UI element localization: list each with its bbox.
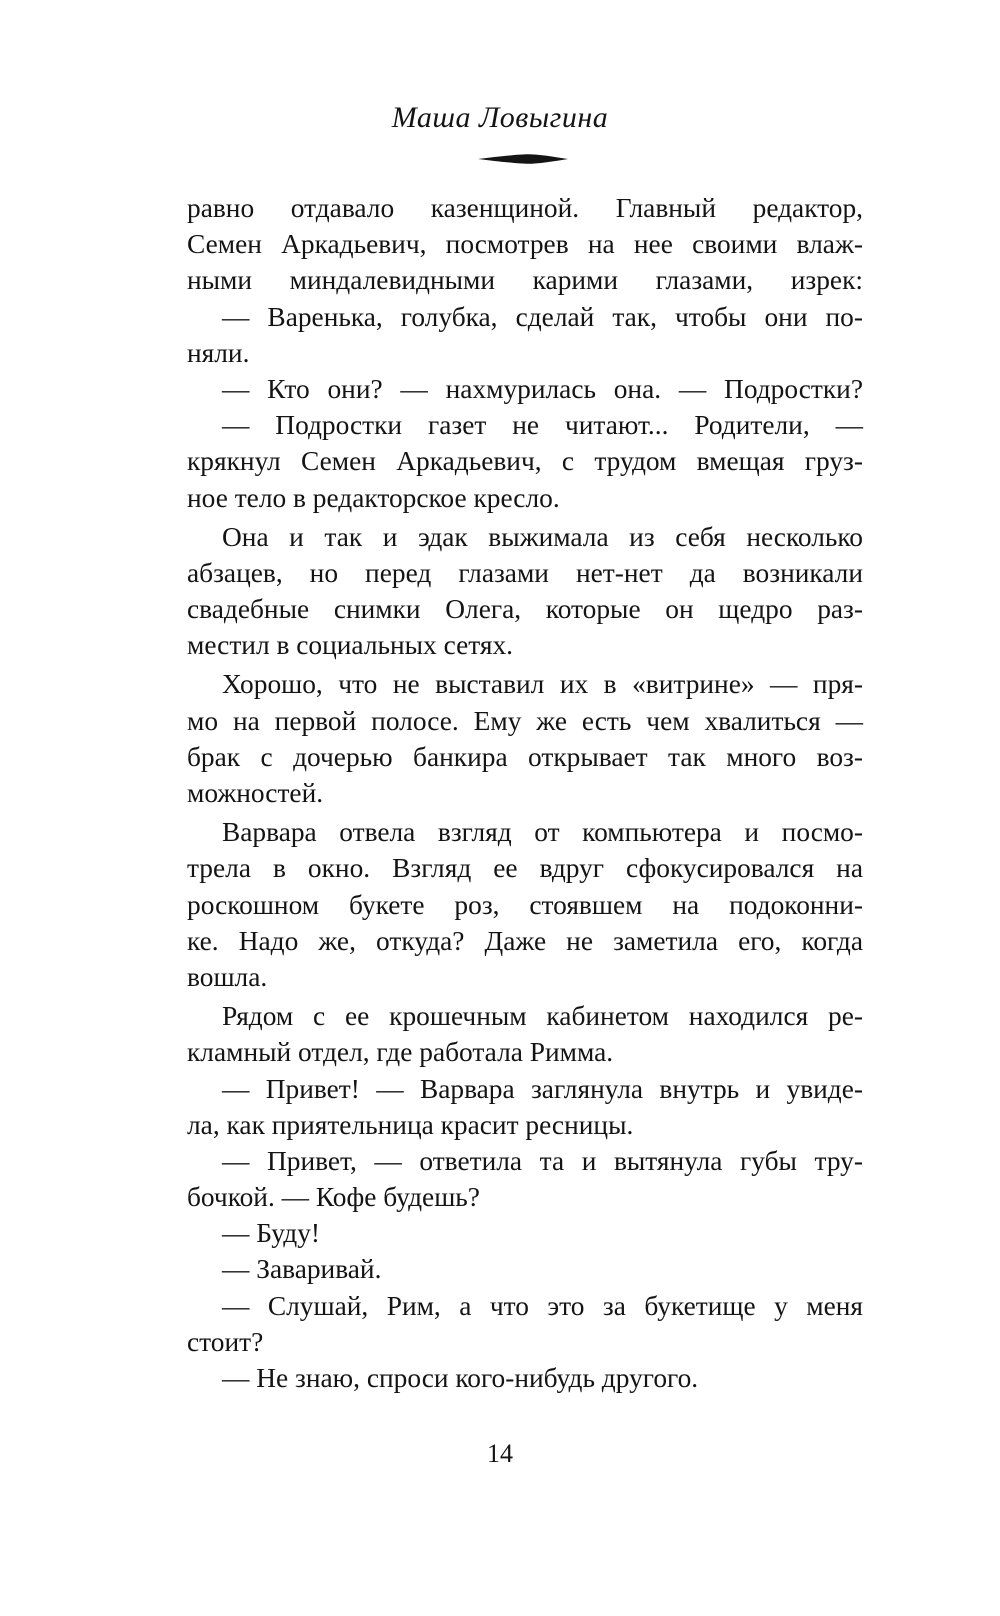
text-line: вошла. — [187, 961, 268, 992]
text-line: Семен Аркадьевич, посмотрев на нее своими влаж- — [187, 229, 863, 260]
text-line: Варвара отвела взгляд от компьютера и посмо- — [222, 817, 863, 848]
text-line: трела в окно. Взгляд ее вдруг сфокусировался на — [187, 853, 863, 884]
text-line: няли. — [187, 337, 250, 368]
text-line: — Заваривай. — [222, 1254, 382, 1285]
text-line: Она и так и эдак выжимала из себя несколько — [222, 521, 863, 552]
body-text — [187, 190, 863, 1396]
text-line: ное тело в редакторское кресло. — [187, 482, 560, 513]
text-line: стоит? — [187, 1326, 264, 1357]
text-line: — Привет! — Варвара заглянула внутрь и увиде- — [222, 1073, 863, 1104]
text-line: роскошном букете роз, стоявшем на подоконни- — [187, 889, 863, 920]
text-line: Рядом с ее крошечным кабинетом находился ре- — [222, 1001, 863, 1032]
running-header-author: Маша Ловыгина — [391, 101, 609, 134]
text-line: мо на первой полосе. Ему же есть чем хвалиться — — [187, 705, 863, 736]
text-line: равно отдавало казенщиной. Главный редактор, — [187, 193, 863, 223]
text-line: крякнул Семен Аркадьевич, с трудом вмещая груз- — [187, 446, 863, 477]
text-line: ными миндалевидными карими глазами, изрек: — [187, 265, 863, 296]
page-number: 14 — [487, 1439, 513, 1468]
text-line: абзацев, но перед глазами нет-нет да возникали — [187, 557, 863, 588]
text-line: — Привет, — ответила та и вытянула губы тру- — [222, 1145, 863, 1176]
text-line: ке. Надо же, откуда? Даже не заметила его, когда — [187, 925, 863, 956]
text-line: свадебные снимки Олега, которые он щедро раз- — [187, 594, 863, 625]
text-line: — Кто они? — нахмурилась она. — Подростки? — [222, 373, 863, 404]
text-line: — Не знаю, спроси кого-нибудь другого. — [222, 1363, 699, 1393]
text-line: кламный отдел, где работала Римма. — [187, 1037, 614, 1068]
text-line: — Варенька, голубка, сделай так, чтобы они по- — [222, 301, 863, 332]
text-line: — Буду! — [222, 1218, 321, 1249]
text-line: — Подростки газет не читают... Родители, — — [222, 410, 863, 441]
text-line: бочкой. — Кофе будешь? — [187, 1182, 480, 1213]
text-line: брак с дочерью банкира открывает так много воз- — [187, 741, 863, 772]
text-line: местил в социальных сетях. — [187, 630, 513, 661]
text-line: Хорошо, что не выставил их в «витрине» — пря- — [222, 669, 863, 700]
text-line: — Слушай, Рим, а что это за букетище у меня — [222, 1290, 863, 1321]
text-line: можностей. — [187, 778, 324, 808]
tapered-rule-ornament-icon — [478, 153, 568, 165]
text-line: ла, как приятельница красит ресницы. — [187, 1109, 634, 1140]
